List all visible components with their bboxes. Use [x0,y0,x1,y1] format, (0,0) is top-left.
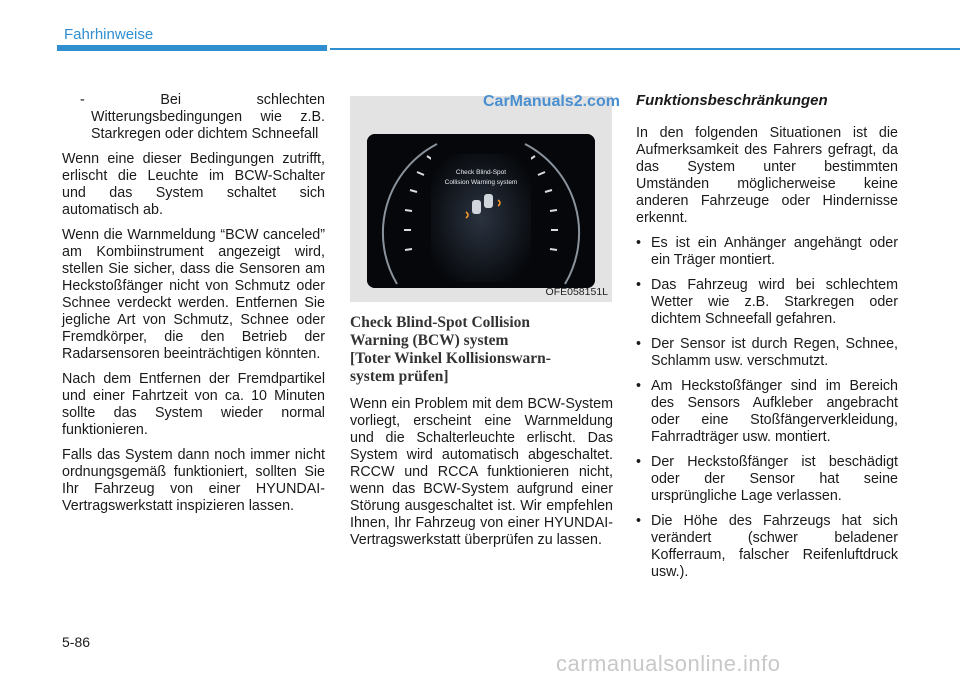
list-item: • Es ist ein Anhänger angehängt oder ein Träger montiert. [636,235,898,268]
list-item: • Der Sensor ist durch Regen, Schnee, Schlamm usw. verschmutzt. [636,336,898,369]
list-item: • Am Heckstoßfänger sind im Bereich des Sensors Aufkleber angebracht oder eine Stoßfängerverkleidung, Fahrradträger usw. montiert. [636,378,898,445]
footer-watermark: carmanualsonline.info [556,651,781,676]
paragraph: Wenn die Warnmeldung “BCW canceled” am Kombiinstrument angezeigt wird, stellen Sie sicher, dass die Sensoren am Heckstoßfänger nicht von Schmutz oder Schnee verdeckt werden. Entfernen Sie jegliche Art von Schmutz, Schnee oder Fremdkörper, die den Betrieb der Radarsensoren beeinträchtigen könnten. [62,227,325,362]
paragraph: Falls das System dann noch immer nicht ordnungsgemäß funktioniert, sollten Sie Ihr Fahrzeug von einer HYUNDAI-Vertragswerkstatt inspizieren lassen. [62,447,325,514]
display-text-line2: Collision Warning system [444,179,518,186]
list-item: • Der Heckstoßfänger ist beschädigt oder der Sensor hat seine ursprüngliche Lage verlassen. [636,454,898,504]
paragraph: Nach dem Entfernen der Fremdpartikel und einer Fahrtzeit von ca. 10 Minuten sollte das System wieder normal funktionieren. [62,371,325,438]
cluster-display [367,134,595,288]
page-number: 5-86 [62,634,91,650]
cluster-svg [367,134,595,288]
display-text-line1: Check Blind-Spot [455,169,507,176]
dash-list-item: - Bei schlechten Witterungsbedingungen wie z.B. Starkregen oder dichtem Schneefall [80,92,325,142]
instrument-cluster-figure [350,93,620,302]
paragraph: Wenn ein Problem mit dem BCW-System vorliegt, erscheint eine Warnmeldung und die Schalterleuchte erlischt. Das System wird automatisch abgeschaltet. RCCW und RCCA funktionieren nicht, wenn das BCW-System aufgrund einer Störung ausgeschaltet ist. Wir empfehlen Ihnen, Ihr Fahrzeug von einer HYUNDAI-Vertragswerkstatt überprüfen zu lassen. [350,396,613,548]
header-rule-thin [330,48,960,50]
column-middle [350,314,613,549]
column-right [636,92,898,589]
header-rule-thick [57,45,327,51]
limitations-list [636,235,898,581]
list-item: • Das Fahrzeug wird bei schlechtem Wetter wie z.B. Starkregen oder dichtem Schneefall gefahren. [636,277,898,327]
column-left [62,92,325,523]
paragraph: Wenn eine dieser Bedingungen zutrifft, erlischt die Leuchte im BCW-Schalter und das System schaltet sich automatisch ab. [62,151,325,218]
figure-code: OFE058151L [545,286,608,298]
list-item: • Die Höhe des Fahrzeugs hat sich verändert (schwer beladener Kofferraum, falscher Reifenluftdruck usw.). [636,513,898,580]
limitations-title: Funktionsbeschränkungen [636,92,828,109]
paragraph: In den folgenden Situationen ist die Aufmerksamkeit des Fahrers gefragt, da das System unter bestimmten Umständen möglicherweise keine anderen Fahrzeuge oder Hindernisse erkennt. [636,125,898,226]
section-heading: Check Blind-Spot Collision Warning (BCW) system [Toter Winkel Kollisionswarn- system prüfen] [350,314,551,385]
image-watermark: CarManuals2.com [483,93,620,110]
section-title: Fahrhinweise [64,26,154,43]
